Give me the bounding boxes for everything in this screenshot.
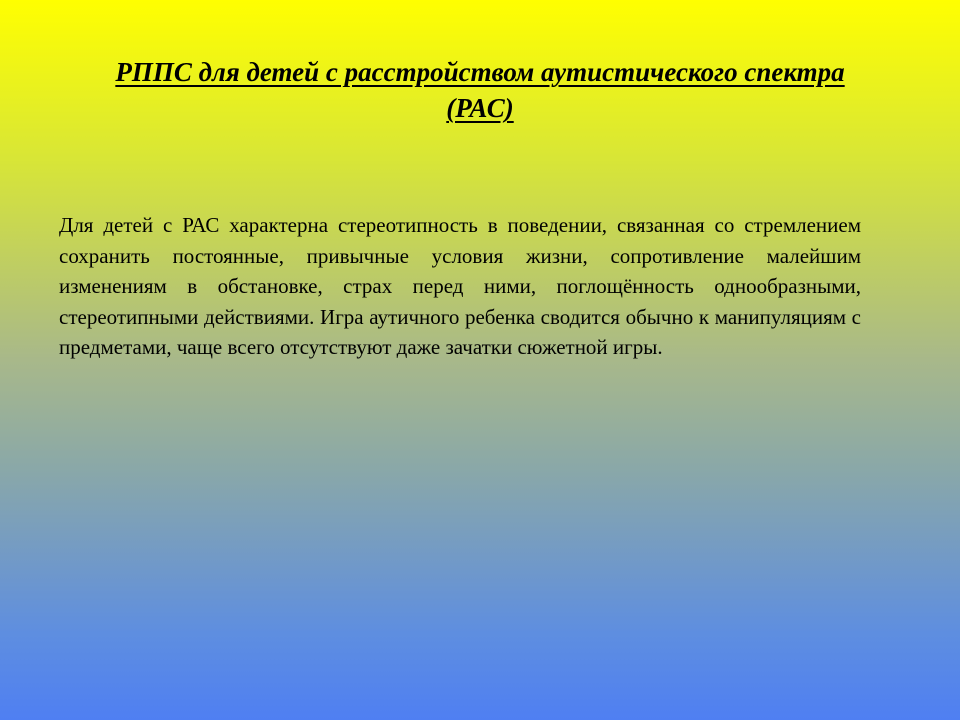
slide-body-text: Для детей с РАС характерна стереотипность в поведении, связанная со стремлением сохранить постоянные, привычные условия жизни, сопротивление малейшим изменениям в обстановке, страх перед ними, поглощённость однообразными, стереотипными действиями. Игра аутичного ребенка сводится обычно к манипуляциям с предметами, чаще всего отсутствуют даже зачатки сюжетной игры. (59, 213, 861, 360)
slide-title: РППС для детей с расстройством аутистического спектра (РАС) (115, 57, 845, 123)
